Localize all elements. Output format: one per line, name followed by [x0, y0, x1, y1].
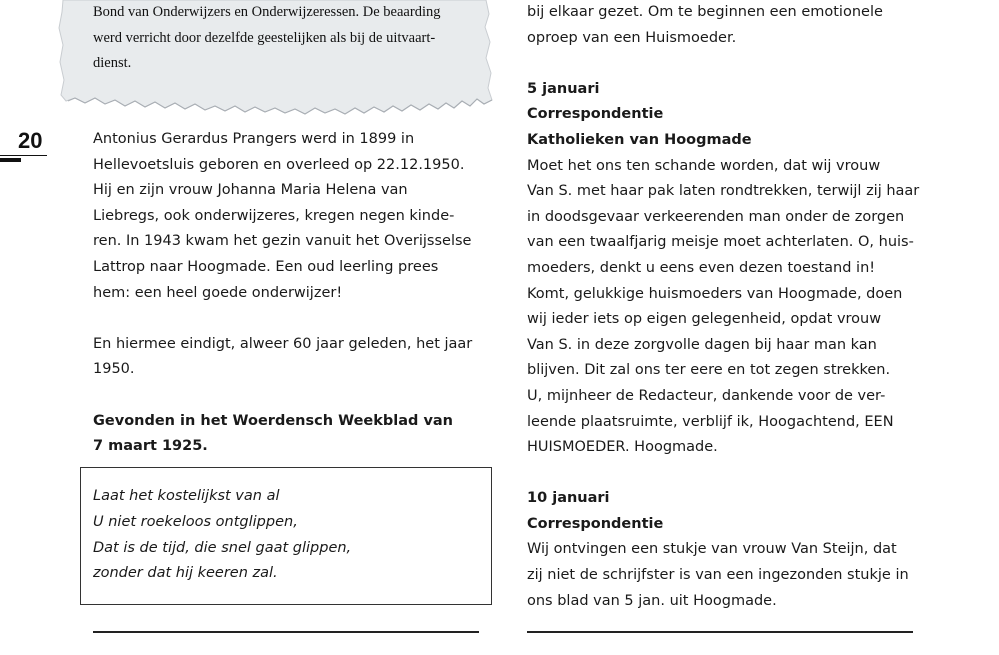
paragraph-ending [93, 332, 493, 383]
heading-line: Gevonden in het Woerdensch Weekblad van [93, 412, 454, 429]
text-line: Van S. met haar pak laten rondtrekken, terwijl zij haar [527, 183, 920, 200]
text-line: hem: een heel goede onderwijzer! [93, 284, 343, 301]
text-line: Liebregs, ook onderwijzeres, kregen negen kinde- [93, 207, 455, 224]
text-line: Van S. in deze zorgvolle dagen bij haar man kan [527, 336, 877, 353]
entry-section: Correspondentie [527, 106, 664, 123]
text-line: Moet het ons ten schande worden, dat wij vrouw [527, 157, 881, 174]
newspaper-clipping [58, 0, 498, 118]
page-number: 20 [18, 128, 43, 153]
text-line: oproep van een Huismoeder. [527, 29, 737, 46]
intro-paragraph [527, 0, 927, 51]
entry-title: Katholieken van Hoogmade [527, 131, 752, 148]
text-line: ren. In 1943 kwam het gezin vanuit het Overijsselse [93, 233, 472, 250]
section-heading [93, 409, 493, 460]
text-line: 1950. [93, 361, 135, 378]
entry-10-januari [527, 486, 927, 614]
entry-section: Correspondentie [527, 515, 664, 532]
left-column [93, 127, 493, 460]
right-column [527, 0, 927, 614]
text-line: van een twaalfjarig meisje moet achterlaten. O, huis- [527, 234, 914, 251]
text-line: blijven. Dit zal ons ter eere en tot zegen strekken. [527, 362, 891, 379]
text-line: leende plaatsruimte, verblijf ik, Hoogachtend, EEN [527, 413, 894, 430]
entry-5-januari [527, 77, 927, 461]
clipping-text [93, 0, 478, 77]
text-line: in doodsgevaar verkeerenden man onder de zorgen [527, 208, 905, 225]
text-line: Wij ontvingen een stukje van vrouw Van Steijn, dat [527, 541, 897, 558]
text-line: Antonius Gerardus Prangers werd in 1899 in [93, 131, 415, 147]
entry-date: 5 januari [527, 80, 600, 97]
left-bottom-rule [93, 631, 479, 633]
text-line: U, mijnheer de Redacteur, dankende voor de ver- [527, 387, 886, 404]
heading-line: 7 maart 1925. [93, 438, 208, 455]
poem-line: zonder dat hij keeren zal. [93, 565, 278, 582]
text-line: ons blad van 5 jan. uit Hoogmade. [527, 592, 777, 609]
page-number-rule [0, 155, 47, 162]
poem-line: Laat het kostelijkst van al [93, 488, 280, 504]
poem [93, 484, 351, 587]
text-line: zij niet de schrijfster is van een ingezonden stukje in [527, 567, 909, 584]
clipping-line: werd verricht door dezelfde geestelijken als bij de uitvaart- [93, 29, 436, 46]
clipping-line: dienst. [93, 55, 132, 71]
right-bottom-rule [527, 631, 913, 633]
paragraph-prangers [93, 127, 493, 306]
text-line: wij ieder iets op eigen gelegenheid, opdat vrouw [527, 311, 882, 328]
text-line: Lattrop naar Hoogmade. Een oud leerling prees [93, 258, 439, 275]
text-line: Komt, gelukkige huismoeders van Hoogmade, doen [527, 285, 903, 302]
text-line: Hij en zijn vrouw Johanna Maria Helena van [93, 182, 408, 199]
poem-box [80, 467, 492, 605]
poem-line: U niet roekeloos ontglippen, [93, 513, 298, 530]
text-line: En hiermee eindigt, alweer 60 jaar geleden, het jaar [93, 335, 473, 352]
clipping-line: Bond van Onderwijzers en Onderwijzeressen. De beaarding [93, 4, 441, 20]
text-line: Hellevoetsluis geboren en overleed op 22.12.1950. [93, 156, 465, 173]
text-line: moeders, denkt u eens even dezen toestand in! [527, 259, 876, 276]
poem-line: Dat is de tijd, die snel gaat glippen, [93, 539, 352, 556]
entry-date: 10 januari [527, 490, 610, 507]
text-line: HUISMOEDER. Hoogmade. [527, 439, 718, 456]
text-line: bij elkaar gezet. Om te beginnen een emotionele [527, 4, 883, 20]
